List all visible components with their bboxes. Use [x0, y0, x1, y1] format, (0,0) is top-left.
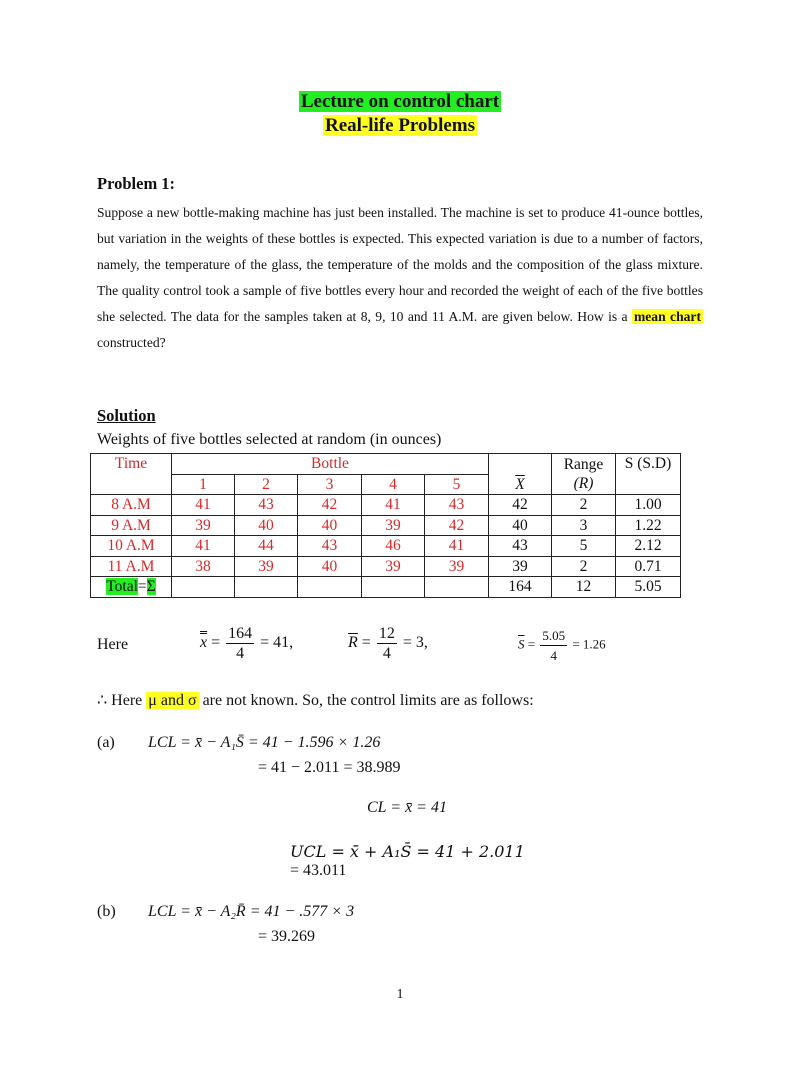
header-bottle-5: 5 [425, 474, 489, 495]
header-bottle-2: 2 [235, 474, 298, 495]
bottle-weight: 40 [298, 515, 362, 536]
header-xbar: $\overline{X}$ [489, 454, 552, 495]
row-sd: 1.22 [616, 515, 681, 536]
row-xbar: 43 [489, 536, 552, 557]
row-xbar: 42 [489, 495, 552, 516]
bottle-weight: 41 [362, 495, 425, 516]
ucl-line2: = 43.011 [290, 862, 347, 879]
document-subtitle: Real-life Problems [324, 115, 476, 136]
part-b-lcl-line2: = 39.269 [258, 928, 316, 945]
row-time: 8 A.M [91, 495, 172, 516]
row-time: 11 A.M [91, 556, 172, 577]
row-sd: 1.00 [616, 495, 681, 516]
total-sd: 5.05 [616, 577, 681, 598]
rbar-equation: $\overline{R}$ = $\frac{12}{4}$ = 3, [348, 625, 428, 662]
header-bottle-1: 1 [172, 474, 235, 495]
highlight-mean-chart: mean chart [633, 309, 701, 324]
part-a-lcl-line1: LCL = x̄̄ − A₁S̄ = 41 − 1.596 × 1.26 [148, 734, 381, 751]
row-xbar: 39 [489, 556, 552, 577]
total-range: 12 [552, 577, 616, 598]
header-range: Range (R) [552, 454, 616, 495]
part-b-label: (b) [97, 903, 116, 920]
bottle-weight: 39 [235, 556, 298, 577]
part-a-lcl-line2: = 41 − 2.011 = 38.989 [258, 759, 401, 776]
ucl-line1: UCL = x̄̄ + A₁S̄ = 41 + 2.011 [290, 842, 525, 861]
header-sd: S (S.D) [616, 454, 681, 495]
table-caption: Weights of five bottles selected at random (in ounces) [97, 431, 442, 448]
problem-heading: Problem 1: [97, 174, 176, 193]
bottle-weight: 41 [172, 495, 235, 516]
bottle-weight: 41 [172, 536, 235, 557]
table-row [91, 495, 681, 516]
total-xbar: 164 [489, 577, 552, 598]
bottle-weight: 43 [425, 495, 489, 516]
highlight-mu-sigma: μ and σ [148, 692, 197, 709]
row-sd: 0.71 [616, 556, 681, 577]
table-total-row [91, 577, 681, 598]
bottle-weight: 42 [425, 515, 489, 536]
total-label: Total=Σ [91, 577, 172, 598]
xbarbar-equation: x = $\frac{164}{4}$ = 41, [200, 625, 294, 662]
document-title: Lecture on control chart [300, 91, 500, 112]
bottle-weight: 41 [425, 536, 489, 557]
row-range: 5 [552, 536, 616, 557]
header-time: Time [91, 454, 172, 495]
bottle-weight: 39 [362, 515, 425, 536]
table-row [91, 515, 681, 536]
page-number: 1 [396, 987, 404, 1002]
table-row [91, 536, 681, 557]
header-bottle: Bottle [172, 454, 489, 475]
bottle-weight: 44 [235, 536, 298, 557]
part-a-label: (a) [97, 734, 115, 751]
row-xbar: 40 [489, 515, 552, 536]
row-range: 2 [552, 556, 616, 577]
bottle-weight: 42 [298, 495, 362, 516]
bottle-weight: 46 [362, 536, 425, 557]
row-range: 2 [552, 495, 616, 516]
header-bottle-3: 3 [298, 474, 362, 495]
control-limits-statement: ∴ Here μ and σ are not known. So, the control limits are as follows: [97, 692, 534, 709]
cl-equation: CL = x̄̄ = 41 [367, 799, 447, 816]
bottle-weight: 38 [172, 556, 235, 577]
bottle-weight: 39 [172, 515, 235, 536]
problem-text: Suppose a new bottle-making machine has just been installed. The machine is set to produce 41-ounce bottles, but variation in the weights of these bottles is expected. This expected variation is due to a number of factors, namely, the temperature of the glass, the temperature of the molds and the composition of the glass mixture. The quality control took a sample of five bottles every hour and recorded the weight of each of the five bottles she selected. The data for the samples taken at 8, 9, 10 and 11 A.M. are given below. How is a mean chart constructed? [97, 205, 703, 350]
header-bottle-4: 4 [362, 474, 425, 495]
table-header-row [91, 454, 681, 475]
bottle-weight: 39 [425, 556, 489, 577]
sbar-equation: $\overline{S}$ = $\frac{5.05}{4}$ = 1.26 [518, 628, 606, 663]
bottle-weight: 39 [362, 556, 425, 577]
bottle-weight: 40 [235, 515, 298, 536]
row-time: 9 A.M [91, 515, 172, 536]
part-b-lcl-line1: LCL = x̄̄ − A₂R̄ = 41 − .577 × 3 [148, 903, 355, 920]
row-sd: 2.12 [616, 536, 681, 557]
solution-heading: Solution [97, 406, 156, 425]
bottle-weight: 43 [235, 495, 298, 516]
here-label: Here [97, 636, 129, 653]
bottle-weight: 40 [298, 556, 362, 577]
table-row [91, 556, 681, 577]
row-range: 3 [552, 515, 616, 536]
bottle-weight: 43 [298, 536, 362, 557]
row-time: 10 A.M [91, 536, 172, 557]
bottle-weights-table [90, 453, 681, 598]
